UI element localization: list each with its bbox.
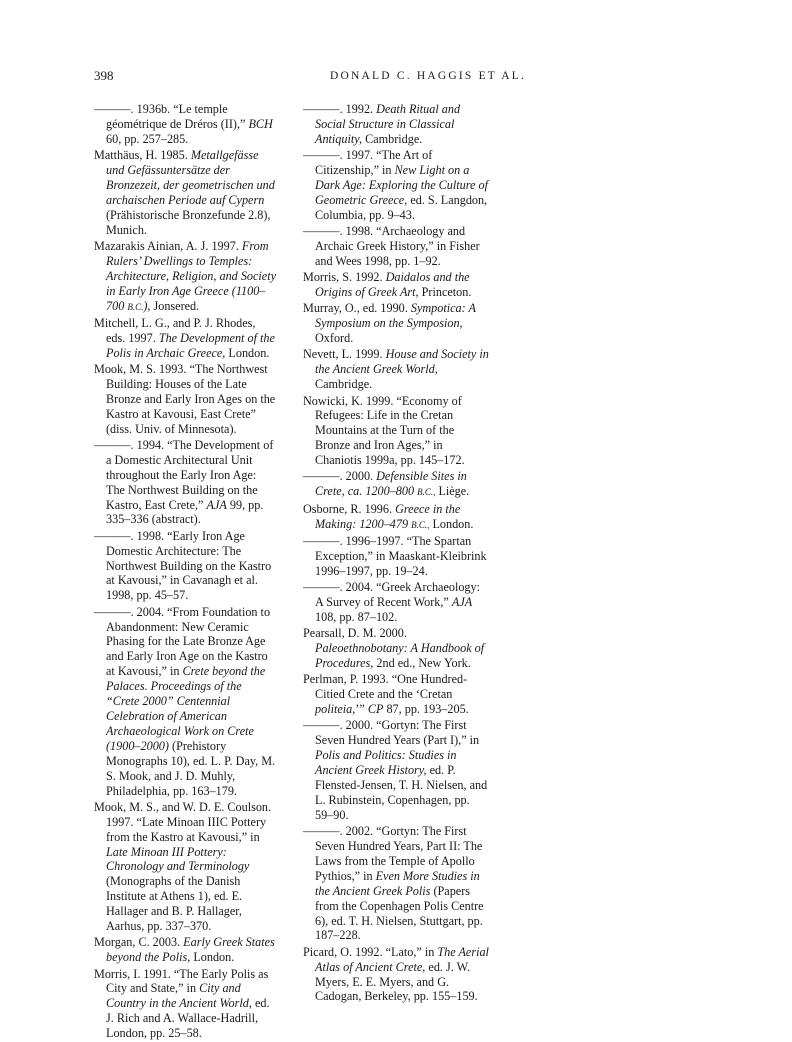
entry-title-text: Early Greek States beyond the Polis,	[106, 935, 275, 965]
bibliography-entry	[94, 605, 276, 799]
entry-title-text: Metallgefässe und Gefässuntersätze der Bronzezeit, der geometrischen und archaischen Periode auf Cypern	[106, 148, 275, 207]
entry-title-text: AJA	[451, 594, 473, 609]
bibliography-entry	[303, 672, 489, 717]
entry-text: Matthäus, H. 1985.	[94, 148, 191, 163]
entry-text: ———. 2002. “Gortyn: The First Seven Hundred Years, Part II: The Laws from the Temple of Apollo Pythios,” in	[303, 824, 483, 883]
entry-title-text: Crete beyond the Palaces. Proceedings of the “Crete 2000” Centennial Celebration of American Archaeological Work on Crete (1900–2000)	[106, 664, 266, 753]
entry-text: Mazarakis Ainian, A. J. 1997.	[94, 238, 242, 253]
entry-text: Morris, S. 1992.	[303, 270, 386, 285]
entry-text: Cambridge.	[362, 131, 423, 146]
entry-text: Perlman, P. 1993. “One Hundred-Citied Crete and the ‘Cretan	[303, 672, 468, 702]
entry-title-text: politeia,	[315, 702, 356, 717]
entry-text: ———. 2004. “Greek Archaeology: A Survey of Recent Work,”	[303, 580, 481, 609]
bibliography-entry	[94, 239, 276, 315]
entry-text: Morgan, C. 2003.	[94, 935, 184, 950]
entry-text: ———. 1996–1997. “The Spartan Exception,” in Maaskant-Kleibrink 1996–1997, pp. 19–24.	[303, 533, 487, 578]
bibliography-entry	[303, 102, 489, 147]
entry-title-text: New Light on a Dark Age: Exploring the Culture of Geometric Greece,	[315, 163, 488, 207]
entry-text: Morris, I. 1991. “The Early Polis as City and State,” in	[94, 966, 269, 996]
entry-text: ———. 1992.	[303, 102, 377, 116]
right-column	[303, 102, 489, 1006]
entry-text: Nevett, L. 1999.	[303, 347, 386, 362]
entry-text: 87, pp. 193–205.	[383, 702, 469, 717]
entry-title-text: B.C.,	[411, 519, 430, 530]
entry-text: 108, pp. 87–102.	[315, 609, 398, 624]
entry-title-text: Death Ritual and Social Structure in Classical Antiquity,	[315, 102, 461, 146]
entry-text: Pearsall, D. M. 2000.	[303, 626, 407, 641]
entry-text: ———. 1998. “Early Iron Age Domestic Architecture: The Northwest Building on the Kastro at Kavousi,” in Cavanagh et al. 1998, pp. 45–57.	[94, 528, 272, 603]
bibliography-entry	[94, 800, 276, 934]
entry-text: ed. P. Flensted-Jensen, T. H. Nielsen, and L. Rubinstein, Copenhagen, pp. 59–90.	[315, 763, 488, 822]
bibliography-entry	[303, 301, 489, 346]
bibliography-entry	[94, 438, 276, 527]
entry-text: Mook, M. S. 1993. “The Northwest Building: Houses of the Late Bronze and Early Iron Ages on the Kastro at Kavousi, East Crete” (diss. Univ. of Minnesota).	[94, 361, 276, 436]
bibliography-entry	[303, 224, 489, 269]
entry-text: ’”	[355, 702, 368, 717]
entry-text: Picard, O. 1992. “Lato,” in	[303, 944, 438, 959]
entry-text: 99, pp. 335–336 (abstract).	[106, 497, 264, 527]
entry-text: ed. J. Rich and A. Wallace-Hadrill, London, pp. 25–58.	[106, 996, 270, 1041]
entry-text: ———. 1997. “The Art of Citizenship,” in	[303, 148, 433, 178]
entry-text: Mitchell, L. G., and P. J. Rhodes, eds. 1997.	[94, 315, 256, 345]
entry-title-text: Paleoethnobotany: A Handbook of Procedures,	[315, 641, 485, 670]
entry-text: ed. J. W. Myers, E. E. Myers, and G. Cadogan, Berkeley, pp. 155–159.	[315, 959, 478, 1004]
bibliography-entry	[303, 148, 489, 223]
entry-text: ———. 1998. “Archaeology and Archaic Greek History,” in Fisher and Wees 1998, pp. 1–92.	[303, 224, 480, 268]
entry-text: Princeton.	[418, 285, 472, 300]
bibliography-entry	[94, 362, 276, 437]
entry-text: ———. 1936b. “Le temple géométrique de Dréros (II),”	[94, 102, 249, 131]
bibliography-entry	[303, 626, 489, 671]
entry-text: ———. 2004. “From Foundation to Abandonment: New Ceramic Phasing for the Late Bronze Age and Early Iron Age on the Kastro at Kavousi,” in	[94, 604, 271, 679]
entry-text: Jonsered.	[150, 298, 200, 313]
bibliography-entry	[303, 534, 489, 579]
bibliography-entry	[94, 935, 276, 965]
bibliography-entry	[94, 316, 276, 361]
entry-text: Osborne, R. 1996.	[303, 501, 396, 516]
entry-text: ———. 2000. “Gortyn: The First Seven Hundred Years (Part I),” in	[303, 718, 480, 748]
entry-text: ed. S. Langdon, Columbia, pp. 9–43.	[315, 192, 488, 222]
entry-title-text: The Aerial Atlas of Ancient Crete,	[315, 944, 489, 974]
bibliography-entry	[303, 394, 489, 469]
entry-text: London.	[190, 950, 235, 965]
entry-title-text: From Rulers’ Dwellings to Temples: Architecture, Religion, and Society in Early Iron Age Greece (1100–700	[106, 238, 277, 313]
entry-title-text: The Development of the Polis in Archaic Greece,	[106, 330, 275, 360]
entry-title-text: Greece in the Making: 1200–479	[315, 501, 461, 531]
bibliography-entry	[94, 102, 276, 147]
entry-text: Nowicki, K. 1999. “Economy of Refugees: Life in the Cretan Mountains at the Turn of the Bronze and Iron Ages,” in Chaniotis 1999a, pp. 145–172.	[303, 393, 465, 468]
entry-title-text: Sympotica: A Symposium on the Symposion,	[315, 301, 476, 331]
entry-title-text: Defensible Sites in Crete, ca. 1200–800	[315, 469, 467, 499]
entry-title-text: AJA	[206, 497, 227, 512]
bibliography-entry	[94, 967, 276, 1042]
entry-title-text: Daidalos and the Origins of Greek Art,	[315, 270, 470, 300]
entry-text: (Monographs of the Danish Institute at Athens 1), ed. E. Hallager and B. P. Hallager, Aarhus, pp. 337–370.	[106, 874, 243, 934]
entry-title-text: House and Society in the Ancient Greek World,	[315, 347, 489, 377]
bibliography-entry	[303, 580, 489, 625]
entry-text: ———. 1994. “The Development of a Domestic Architectural Unit throughout the Early Iron Age: The Northwest Building on the Kastro, East Crete,”	[94, 437, 274, 512]
entry-title-text: ),	[143, 298, 151, 313]
entry-title-text: Even More Studies in the Ancient Greek Polis	[315, 868, 480, 898]
entry-text: ———. 2000.	[303, 469, 377, 484]
entry-title-text: B.C.,	[417, 487, 436, 498]
entry-text: (Papers from the Copenhagen Polis Centre 6), ed. T. H. Nielsen, Stuttgart, pp. 187–228.	[315, 883, 484, 943]
running-head: DONALD C. HAGGIS ET AL.	[330, 70, 527, 82]
entry-text: Oxford.	[315, 331, 354, 346]
bibliography-entry	[94, 148, 276, 237]
entry-text: Mook, M. S., and W. D. E. Coulson. 1997. “Late Minoan IIIC Pottery from the Kastro at Kavousi,” in	[94, 799, 272, 844]
entry-text: London.	[429, 516, 474, 531]
entry-text: Cambridge.	[315, 377, 373, 392]
entry-title-text: BCH	[248, 116, 273, 131]
bibliography-entry	[303, 718, 489, 822]
entry-text: London.	[225, 345, 270, 360]
entry-title-text: City and Country in the Ancient World,	[106, 981, 252, 1011]
entry-text: 2nd ed., New York.	[373, 655, 471, 670]
entry-title-text: Polis and Politics: Studies in Ancient Greek History,	[315, 748, 457, 778]
entry-title-text: B.C.	[127, 301, 144, 312]
bibliography-entry	[94, 529, 276, 604]
entry-text: Liège.	[435, 484, 470, 499]
left-column	[94, 102, 276, 1042]
bibliography-entry	[303, 824, 489, 943]
entry-text: Murray, O., ed. 1990.	[303, 301, 411, 316]
bibliography-entry	[303, 945, 489, 1005]
page-number: 398	[94, 68, 114, 83]
entry-title-text: CP	[367, 702, 384, 717]
bibliography-entry	[303, 502, 489, 533]
entry-text: (Prehistory Monographs 10), ed. L. P. Day, M. S. Mook, and J. D. Muhly, Philadelphia, pp. 163–179.	[106, 738, 276, 798]
entry-title-text: Late Minoan III Pottery: Chronology and Terminology	[106, 844, 250, 874]
entry-text: (Prähistorische Bronzefunde 2.8), Munich.	[106, 207, 271, 237]
entry-text: 60, pp. 257–285.	[106, 131, 189, 146]
bibliography-entry	[303, 347, 489, 392]
bibliography-entry	[303, 469, 489, 500]
bibliography-entry	[303, 270, 489, 300]
